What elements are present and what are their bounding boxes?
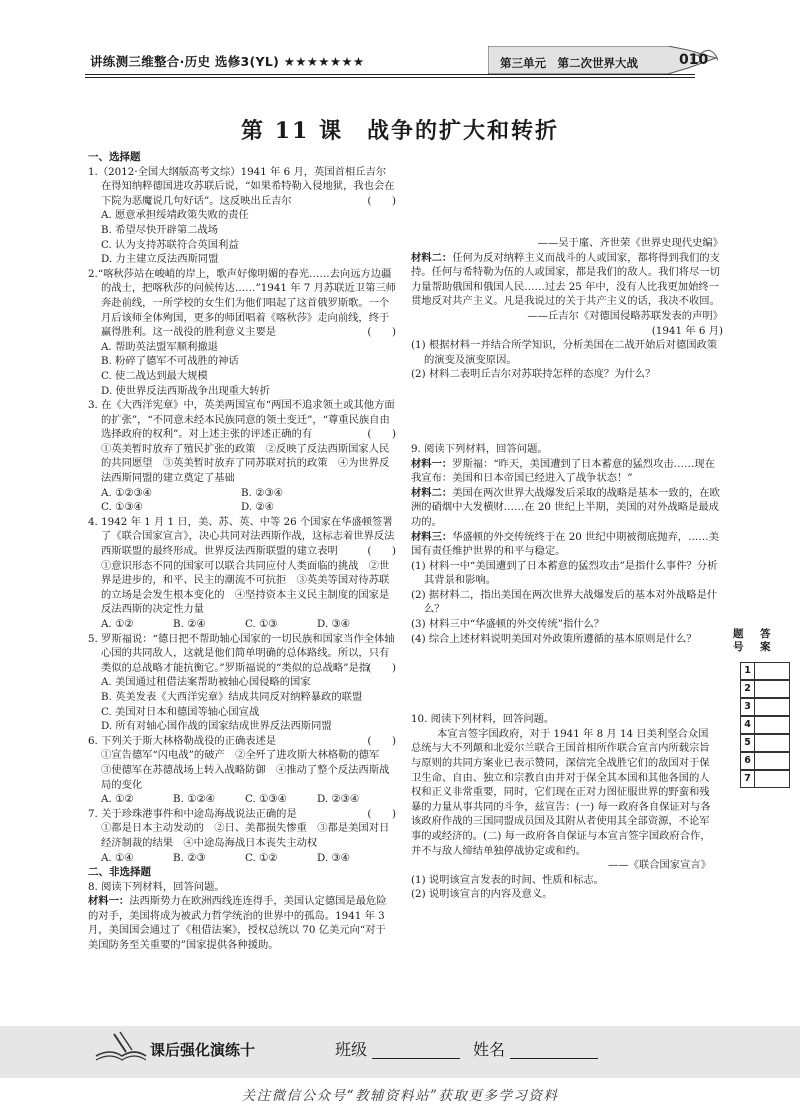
option-d: D. 使世界反法西斯战争出现重大转折 (101, 384, 270, 397)
question-stem: 9. 阅读下列材料，回答问题。 (411, 442, 548, 455)
answer-row-number: 6 (741, 753, 755, 769)
question-stem: 6. 下列关于斯大林格勒战役的正确表述是 (88, 734, 277, 747)
material-date: (1941 年 6 月) (651, 324, 723, 337)
option-b: B. 英美发表《大西洋宪章》结成共同反对纳粹暴政的联盟 (101, 690, 363, 703)
question-stem: 4. 1942 年 1 月 1 日，美、苏、英、中等 26 个国家在华盛顿签署了《联合国家宣言》，决心共同对法西斯作战，这标志着世界反法西斯联盟的最终形成。世界反法西斯联盟的建立表明 (88, 515, 395, 558)
question-stem: 2.“喀秋莎站在峻峭的岸上，歌声好像明媚的春光……去向远方边疆的战士，把喀秋莎的问候传达……”1941 年 7 月苏联近卫第三师奔赴前线，一所学校的女生们为他们唱起了这首俄罗斯歌。一个月后该师全体殉国，更多的师团唱着《喀秋莎》走向前线，终于赢得胜利。这一战役的胜利意义主要是 (88, 267, 396, 339)
question-7 (88, 807, 396, 865)
option-a: A. 愿意承担绥靖政策失败的责任 (101, 209, 249, 222)
question-9 (411, 442, 723, 646)
option-a: A. ①②③④ (101, 486, 152, 499)
answer-paren: ( ) (367, 661, 396, 674)
answer-paren: ( ) (367, 807, 396, 820)
option-a: A. ①② (101, 793, 134, 806)
question-4 (88, 515, 396, 632)
option-d: D. ②④ (241, 501, 274, 514)
option-b: B. 粉碎了德军不可战胜的神话 (101, 355, 239, 368)
material-text: 华盛顿的外交传统终于在 20 世纪中期被彻底抛弃，……美国有责任维护世界的和平与稳定。 (411, 530, 719, 558)
answer-row[interactable] (740, 662, 790, 680)
question-6 (88, 734, 396, 807)
option-c: C. 认为支持苏联符合英国利益 (101, 238, 239, 251)
material-label: 材料三： (411, 530, 453, 543)
option-d: D. 力主建立反法西斯同盟 (101, 253, 219, 266)
name-label: 姓名 (473, 1040, 506, 1059)
option-d: D. ③④ (317, 851, 350, 864)
material-source: ——吴于廑、齐世荣《世界史现代史编》 (537, 237, 723, 249)
book-pen-icon (92, 1030, 148, 1066)
section-choice-heading: 一、选择题 (88, 151, 141, 163)
question-stem: 10. 阅读下列材料，回答问题。 (411, 713, 555, 726)
sub-question: (1) 材料一中“美国遭到了日本蓄意的猛烈攻击”是指什么事件？分析其背景和影响。 (411, 559, 718, 587)
question-stem: 3. 在《大西洋宪章》中，英美两国宣布“两国不追求领土或其他方面的扩张”，“不同意未经本民族同意的领土变迁”，“尊重民族自由选择政府的权利”。对上述主张的评述正确的有 (88, 399, 395, 441)
option-c: C. ①② (245, 851, 278, 864)
page-number: 010 (679, 52, 709, 68)
sub-question: (2) 据材料二，指出美国在两次世界大战爆发后的基本对外战略是什么？ (411, 588, 718, 616)
answer-paren: ( ) (367, 326, 396, 339)
answer-row[interactable] (740, 734, 790, 752)
material-text: 美国在两次世界大战爆发后采取的战略是基本一致的，在欧洲的硝烟中大发横财……在 20 世纪上半期，美国的对外战略是最成功的。 (411, 486, 720, 528)
option-c: C. 美国对日本和德国等轴心国宣战 (101, 705, 260, 718)
question-10 (411, 712, 711, 902)
question-8-part1 (88, 880, 396, 953)
right-column (411, 236, 723, 902)
header-rule-thin (85, 77, 695, 78)
answer-row-number: 5 (741, 735, 755, 751)
option-c: C. ①③④ (101, 501, 143, 514)
statement-items: ①都是日本主动发动的 ②日、美都损失惨重 ③都是美国对日经济制裁的结果 ④中途岛海战日本丧失主动权 (101, 822, 390, 849)
promo-text: 关注微信公众号“教辅资料站”获取更多学习资料 (241, 1088, 559, 1104)
sub-question: (4) 综合上述材料说明美国对外政策所遵循的基本原则是什么？ (411, 632, 697, 645)
unit-title: 第三单元 第二次世界大战 (500, 56, 638, 70)
name-field[interactable] (510, 1058, 598, 1059)
sub-question: (2) 材料二表明丘吉尔对苏联持怎样的态度？为什么？ (411, 368, 656, 381)
option-c: C. ①③④ (245, 793, 287, 806)
option-a: A. 帮助英法盟军顺利撤退 (101, 340, 218, 353)
option-a: A. ①④ (101, 851, 134, 864)
answer-row[interactable] (740, 698, 790, 716)
option-c: C. ①③ (245, 618, 278, 630)
sub-question: (3) 材料三中“华盛顿的外交传统”指什么？ (411, 618, 605, 631)
lesson-title: 第 11 课 战争的扩大和转折 (241, 118, 559, 144)
material-label: 材料一： (411, 457, 453, 470)
material-text: 罗斯福：“昨天，美国遭到了日本蓄意的猛烈攻击……现在我宣布：美国和日本帝国已经进入了战争状态！” (411, 457, 715, 485)
answer-sheet-number-header: 题号 (733, 628, 744, 653)
material-text: 任何为反对纳粹主义而战斗的人或国家，都将得到我们的支持。任何与希特勒为伍的人或国家，都是我们的敌人。我们将尽一切力量帮助俄国和俄国人民……过去 25 年中，没有人比我更加始终一贯地反对共产主义。凡是我说过的关于共产主义的话，我决不收回。 (411, 251, 720, 308)
question-stem: 1.（2012·全国大纲版高考文综）1941 年 6 月，英国首相丘吉尔在得知纳粹德国进攻苏联后说，“如果希特勒入侵地狱，我也会在下院为恶魔说几句好话”。这反映出丘吉尔 (88, 165, 395, 207)
answer-row-number: 2 (741, 681, 755, 697)
option-b: B. ②③④ (241, 486, 283, 499)
statement-items: ①意识形态不同的国家可以联合共同应付人类面临的挑战 ②世界是进步的，和平、民主的潮流不可抗拒 ③英美等国对待苏联的立场是会发生根本变化的 ④坚持资本主义民主制度的国家是反法西斯的决定性力量 (101, 559, 390, 616)
material-label: 材料二： (411, 486, 453, 499)
option-d: D. 所有对轴心国作战的国家结成世界反法西斯同盟 (101, 720, 332, 733)
answer-row[interactable] (740, 752, 790, 770)
question-stem: 5. 罗斯福说：“德日把不帮助轴心国家的一切民族和国家当作全体轴心国的共同敌人，这就是他们简单明确的总体路线。所以，只有类似的总战略才能抗衡它。”罗斯福说的“类似的总战略”是指 (88, 632, 395, 674)
option-a: A. ①② (101, 618, 134, 630)
option-d: D. ②③④ (317, 793, 360, 806)
option-b: B. ②③ (173, 851, 206, 864)
material-label: 材料二： (411, 251, 453, 264)
question-1 (88, 165, 396, 267)
question-5 (88, 632, 396, 734)
class-label: 班级 (335, 1040, 368, 1059)
option-c: C. 使二战达到最大规模 (101, 369, 208, 382)
answer-paren: ( ) (367, 545, 396, 558)
answer-paren: ( ) (367, 194, 396, 207)
answer-row-number: 3 (741, 699, 755, 715)
question-8-part2 (411, 236, 723, 382)
question-stem: 8. 阅读下列材料，回答问题。 (88, 880, 225, 893)
header-rule (85, 74, 695, 75)
statement-items: ①英美暂时放弃了殖民扩张的政策 ②反映了反法西斯国家人民的共同愿望 ③英美暂时放弃了同苏联对抗的政策 ④为世界反法西斯同盟的建立奠定了基础 (101, 442, 390, 485)
answer-row[interactable] (740, 770, 790, 788)
question-3 (88, 398, 396, 515)
left-column (88, 150, 396, 953)
class-field[interactable] (372, 1058, 460, 1059)
option-a: A. 美国通过租借法案帮助被轴心国侵略的国家 (101, 676, 311, 689)
material-text: 法西斯势力在欧洲西线连连得手，美国认定德国是最危险的对手，美国将成为被武力哲学统治的世界中的孤岛。1941 年 3 月，美国国会通过了《租借法案》，授权总统以 70 亿美元向“对于美国防务至关重要的”国家提供各种援助。 (88, 895, 387, 952)
answer-paren: ( ) (367, 734, 396, 747)
option-b: B. ②④ (173, 618, 206, 630)
question-stem: 7. 关于珍珠港事件和中途岛海战说法正确的是 (88, 807, 297, 820)
sub-question: (1) 根据材料一并结合所学知识，分析美国在二战开始后对德国政策的演变及演变原因。 (411, 339, 718, 366)
section-open-heading: 二、非选择题 (88, 866, 151, 879)
material-source: ——《联合国家宣言》 (608, 859, 711, 872)
sub-question: (2) 说明该宣言的内容及意义。 (411, 888, 553, 901)
answer-row-number: 1 (741, 663, 755, 679)
answer-row-number: 4 (741, 717, 755, 733)
statement-items: ①宣告德军“闪电战”的破产 ②全歼了进攻斯大林格勒的德军 ③使德军在苏德战场上转入战略防御 ④推动了整个反法西斯战局的变化 (101, 749, 390, 791)
answer-sheet-answer-header: 答案 (760, 628, 771, 653)
material-text: 本宣言签字国政府，对于 1941 年 8 月 14 日美利坚合众国总统与大不列颠和北爱尔兰联合王国首相所作联合宣言内所载宗旨与原则的共同方案业已表示赞同，深信完全战胜它们的敌国对于保卫生命、自由、独立和宗教自由并对于保全其本国和其他各国的人权和正义非常重要，同时，它们现在正对力图征服世界的野蛮和残暴的力量从事共同的斗争，兹宣告：(一) 每一政府各自保证对与各该政府作战的三国同盟成员国及其附从者使用其全部资源，不论军事的或经济的。(二) 每一政府各自保证与本宣言签字国政府合作，并不与敌人缔结单独停战协定或和约。 (411, 727, 711, 857)
answer-paren: ( ) (367, 428, 396, 441)
option-b: B. 希望尽快开辟第二战场 (101, 223, 219, 236)
question-2 (88, 267, 396, 398)
option-d: D. ③④ (317, 618, 350, 630)
material-label: 材料一： (88, 895, 130, 908)
answer-row[interactable] (740, 716, 790, 734)
material-source: ——丘吉尔《对德国侵略苏联发表的声明》 (527, 309, 723, 322)
page-header (0, 0, 800, 112)
answer-row[interactable] (740, 680, 790, 698)
option-b: B. ①②④ (173, 793, 215, 806)
book-series-title: 讲练测三维整合·历史 选修3(YL) ★★★★★★★ (90, 54, 365, 69)
answer-row-number: 7 (741, 771, 755, 787)
exercise-title: 课后强化演练十 (150, 1041, 256, 1059)
sub-question: (1) 说明该宣言发表的时间、性质和标志。 (411, 873, 604, 886)
